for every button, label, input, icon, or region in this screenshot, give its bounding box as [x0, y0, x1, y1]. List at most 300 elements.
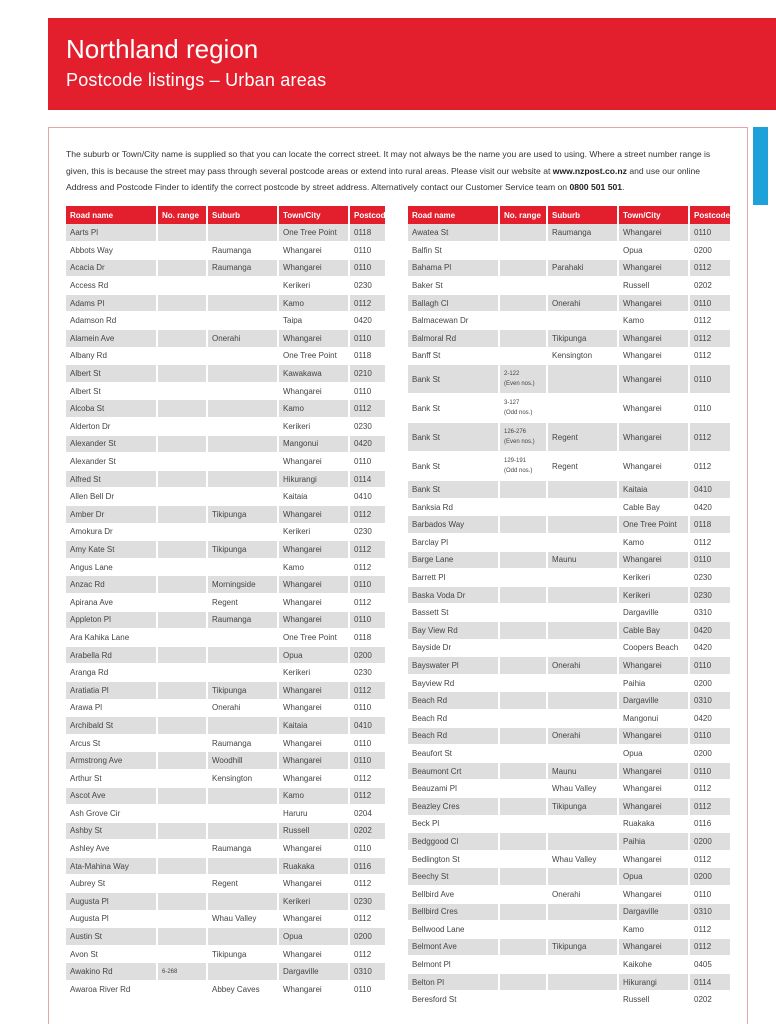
cell-no-range — [157, 593, 207, 611]
table-row — [408, 727, 731, 745]
cell-town-city: Cable Bay — [618, 622, 689, 640]
col-town-city: Town/City — [618, 206, 689, 224]
cell-no-range — [499, 452, 547, 481]
cell-suburb: Raumanga — [207, 259, 278, 277]
cell-no-range — [157, 558, 207, 576]
cell-town-city: Paihia — [618, 833, 689, 851]
table-row — [66, 629, 386, 647]
cell-suburb: Regent — [207, 593, 278, 611]
cell-town-city: Whangarei — [618, 727, 689, 745]
cell-town-city: Whangarei — [278, 453, 349, 471]
table-row — [66, 242, 386, 260]
col-no-range: No. range — [157, 206, 207, 224]
cell-no-range — [499, 423, 547, 452]
cell-town-city: Kamo — [618, 921, 689, 939]
cell-town-city: Taipa — [278, 312, 349, 330]
cell-road-name: Beechy St — [408, 868, 499, 886]
cell-postcode: 0420 — [689, 498, 731, 516]
cell-road-name: Aranga Rd — [66, 664, 157, 682]
cell-postcode: 0420 — [689, 622, 731, 640]
cell-postcode: 0200 — [689, 745, 731, 763]
table-row — [66, 910, 386, 928]
table-row — [66, 752, 386, 770]
cell-no-range — [499, 674, 547, 692]
table-row — [408, 452, 731, 481]
table-row — [408, 938, 731, 956]
cell-postcode: 0110 — [349, 242, 386, 260]
cell-town-city: One Tree Point — [278, 629, 349, 647]
table-row — [408, 622, 731, 640]
cell-suburb: Woodhill — [207, 752, 278, 770]
table-row — [66, 805, 386, 823]
cell-no-range — [157, 435, 207, 453]
cell-no-range — [499, 780, 547, 798]
cell-no-range — [499, 394, 547, 423]
cell-road-name: Armstrong Ave — [66, 752, 157, 770]
cell-town-city: Kamo — [278, 787, 349, 805]
cell-suburb — [207, 488, 278, 506]
cell-postcode: 0202 — [349, 822, 386, 840]
cell-road-name: Arabella Rd — [66, 646, 157, 664]
cell-road-name: Bayside Dr — [408, 639, 499, 657]
cell-road-name: Apirana Ave — [66, 593, 157, 611]
cell-postcode: 0230 — [349, 523, 386, 541]
website-link[interactable]: www.nzpost.co.nz — [552, 165, 627, 176]
cell-road-name: Albert St — [66, 365, 157, 383]
cell-postcode: 0110 — [689, 365, 731, 394]
cell-road-name: Baska Voda Dr — [408, 586, 499, 604]
cell-road-name: Bellbird Cres — [408, 903, 499, 921]
cell-town-city: Dargaville — [618, 692, 689, 710]
cell-road-name: Beresford St — [408, 991, 499, 1009]
cell-town-city: Whangarei — [618, 850, 689, 868]
side-tab-marker — [753, 127, 768, 205]
cell-postcode: 0112 — [689, 312, 731, 330]
cell-suburb: Kensington — [207, 769, 278, 787]
cell-postcode: 0420 — [689, 709, 731, 727]
cell-road-name: Bayview Rd — [408, 674, 499, 692]
cell-road-name: Balfin St — [408, 242, 499, 260]
cell-town-city: Whangarei — [618, 259, 689, 277]
cell-postcode: 0230 — [689, 569, 731, 587]
cell-postcode: 0112 — [689, 780, 731, 798]
col-town-city: Town/City — [278, 206, 349, 224]
table-row — [408, 569, 731, 587]
cell-road-name: Arawa Pl — [66, 699, 157, 717]
cell-town-city: Ruakaka — [278, 857, 349, 875]
table-row — [66, 611, 386, 629]
cell-no-range — [157, 699, 207, 717]
cell-town-city: Whangarei — [278, 382, 349, 400]
cell-postcode: 0110 — [689, 657, 731, 675]
intro-text-3: . — [622, 182, 625, 192]
number-range: 2-122 — [504, 371, 520, 378]
table-row — [408, 745, 731, 763]
cell-postcode: 0405 — [689, 956, 731, 974]
cell-no-range — [499, 365, 547, 394]
table-header-row — [408, 206, 731, 224]
cell-suburb: Tikipunga — [207, 681, 278, 699]
cell-road-name: Appleton Pl — [66, 611, 157, 629]
cell-postcode: 0112 — [349, 541, 386, 559]
cell-suburb — [207, 312, 278, 330]
cell-road-name: Allen Bell Dr — [66, 488, 157, 506]
cell-suburb: Abbey Caves — [207, 981, 278, 999]
cell-town-city: Russell — [618, 277, 689, 295]
table-row — [408, 481, 731, 499]
table-row — [66, 981, 386, 999]
cell-postcode: 0112 — [689, 850, 731, 868]
table-row — [408, 516, 731, 534]
cell-suburb — [547, 815, 618, 833]
cell-suburb: Onerahi — [547, 294, 618, 312]
cell-town-city: Whangarei — [618, 452, 689, 481]
cell-road-name: Anzac Rd — [66, 576, 157, 594]
cell-no-range — [499, 259, 547, 277]
cell-suburb — [547, 312, 618, 330]
cell-road-name: Bassett St — [408, 604, 499, 622]
cell-suburb — [547, 639, 618, 657]
cell-postcode: 0110 — [349, 330, 386, 348]
cell-suburb — [207, 646, 278, 664]
table-row — [408, 534, 731, 552]
cell-town-city: Whangarei — [278, 259, 349, 277]
cell-postcode: 0112 — [689, 797, 731, 815]
cell-town-city: Kerikeri — [278, 664, 349, 682]
cell-road-name: Ascot Ave — [66, 787, 157, 805]
table-row — [66, 224, 386, 242]
cell-postcode: 0110 — [349, 259, 386, 277]
number-range: 129-191 — [504, 458, 527, 465]
cell-suburb: Onerahi — [547, 885, 618, 903]
cell-road-name: Adams Pl — [66, 294, 157, 312]
intro-text: The suburb or Town/City name is supplied so that you can locate the correct street. It may not always be the name you are used to using. Where a street number range is given, this is because the street may pass through several postcode areas or extend into rural areas. Please visit our website at — [66, 149, 711, 176]
cell-postcode: 0112 — [689, 534, 731, 552]
cell-town-city: Dargaville — [618, 604, 689, 622]
table-row — [66, 523, 386, 541]
cell-road-name: Alderton Dr — [66, 418, 157, 436]
number-range-note: (Even nos.) — [504, 439, 535, 446]
cell-road-name: Awatea St — [408, 224, 499, 242]
cell-suburb — [547, 868, 618, 886]
cell-no-range — [499, 727, 547, 745]
cell-town-city: Whangarei — [618, 780, 689, 798]
postcode-table-right — [408, 206, 732, 1009]
cell-road-name: Albany Rd — [66, 347, 157, 365]
cell-no-range — [157, 840, 207, 858]
cell-road-name: Ashby St — [66, 822, 157, 840]
cell-suburb — [547, 365, 618, 394]
cell-postcode: 0114 — [349, 470, 386, 488]
cell-suburb — [207, 294, 278, 312]
cell-road-name: Barrett Pl — [408, 569, 499, 587]
cell-suburb — [207, 470, 278, 488]
cell-town-city: Coopers Beach — [618, 639, 689, 657]
cell-town-city: Whangarei — [278, 242, 349, 260]
cell-suburb — [207, 277, 278, 295]
cell-postcode: 0112 — [349, 769, 386, 787]
cell-postcode: 0112 — [349, 681, 386, 699]
table-row — [408, 657, 731, 675]
cell-no-range — [499, 709, 547, 727]
cell-suburb: Raumanga — [547, 224, 618, 242]
table-row — [408, 833, 731, 851]
cell-no-range — [157, 330, 207, 348]
cell-no-range — [499, 903, 547, 921]
cell-town-city: Whangarei — [278, 506, 349, 524]
table-row — [66, 488, 386, 506]
cell-suburb — [207, 893, 278, 911]
cell-no-range — [499, 551, 547, 569]
table-row — [66, 857, 386, 875]
cell-postcode: 0230 — [349, 664, 386, 682]
cell-road-name: Acacia Dr — [66, 259, 157, 277]
cell-postcode: 0112 — [689, 330, 731, 348]
cell-postcode: 0110 — [349, 611, 386, 629]
cell-road-name: Barbados Way — [408, 516, 499, 534]
table-row — [408, 692, 731, 710]
cell-postcode: 0112 — [349, 910, 386, 928]
cell-road-name: Baker St — [408, 277, 499, 295]
table-row — [408, 224, 731, 242]
cell-town-city: Russell — [618, 991, 689, 1009]
cell-town-city: Opua — [618, 868, 689, 886]
cell-no-range — [157, 506, 207, 524]
cell-postcode: 0110 — [349, 752, 386, 770]
cell-town-city: Kamo — [618, 312, 689, 330]
cell-town-city: Whangarei — [618, 347, 689, 365]
cell-town-city: Mangonui — [278, 435, 349, 453]
cell-no-range — [499, 745, 547, 763]
cell-no-range — [157, 875, 207, 893]
cell-no-range — [157, 259, 207, 277]
cell-no-range — [499, 973, 547, 991]
cell-road-name: Banksia Rd — [408, 498, 499, 516]
table-row — [408, 365, 731, 394]
cell-suburb — [547, 991, 618, 1009]
cell-no-range — [499, 481, 547, 499]
cell-town-city: Whangarei — [618, 885, 689, 903]
cell-no-range — [157, 294, 207, 312]
cell-suburb: Raumanga — [207, 734, 278, 752]
cell-postcode: 0112 — [349, 787, 386, 805]
cell-no-range — [157, 347, 207, 365]
cell-road-name: Bank St — [408, 365, 499, 394]
cell-town-city: Whangarei — [278, 611, 349, 629]
table-row — [66, 822, 386, 840]
table-row — [66, 259, 386, 277]
number-range-note: (Odd nos.) — [504, 468, 533, 475]
cell-road-name: Alexander St — [66, 435, 157, 453]
table-row — [408, 956, 731, 974]
cell-no-range — [157, 805, 207, 823]
cell-postcode: 0118 — [349, 347, 386, 365]
cell-postcode: 0200 — [689, 242, 731, 260]
cell-suburb — [207, 523, 278, 541]
cell-suburb — [207, 382, 278, 400]
cell-suburb — [547, 903, 618, 921]
cell-suburb: Raumanga — [207, 242, 278, 260]
cell-town-city: Whangarei — [618, 330, 689, 348]
cell-suburb: Onerahi — [207, 330, 278, 348]
table-row — [66, 277, 386, 295]
cell-suburb — [547, 569, 618, 587]
cell-town-city: Kaitaia — [618, 481, 689, 499]
table-row — [66, 840, 386, 858]
cell-town-city: Kamo — [278, 400, 349, 418]
cell-town-city: Kamo — [278, 294, 349, 312]
cell-road-name: Arcus St — [66, 734, 157, 752]
cell-road-name: Belmont Pl — [408, 956, 499, 974]
cell-postcode: 0112 — [349, 593, 386, 611]
cell-town-city: Cable Bay — [618, 498, 689, 516]
cell-postcode: 0230 — [349, 418, 386, 436]
cell-town-city: Whangarei — [278, 541, 349, 559]
table-row — [408, 709, 731, 727]
cell-no-range — [499, 586, 547, 604]
cell-road-name: Beauzami Pl — [408, 780, 499, 798]
cell-suburb: Tikipunga — [207, 541, 278, 559]
cell-suburb: Maunu — [547, 551, 618, 569]
cell-suburb — [207, 435, 278, 453]
cell-road-name: Aratiatia Pl — [66, 681, 157, 699]
cell-no-range — [499, 498, 547, 516]
table-row — [66, 365, 386, 383]
cell-postcode: 0116 — [689, 815, 731, 833]
col-suburb: Suburb — [207, 206, 278, 224]
cell-postcode: 0110 — [689, 224, 731, 242]
cell-town-city: Whangarei — [278, 875, 349, 893]
table-row — [66, 453, 386, 471]
cell-suburb — [207, 664, 278, 682]
cell-road-name: Alexander St — [66, 453, 157, 471]
cell-suburb: Kensington — [547, 347, 618, 365]
cell-road-name: Alcoba St — [66, 400, 157, 418]
cell-town-city: Kamo — [278, 558, 349, 576]
cell-road-name: Bank St — [408, 481, 499, 499]
cell-suburb — [547, 745, 618, 763]
cell-town-city: Kawakawa — [278, 365, 349, 383]
cell-town-city: Whangarei — [278, 769, 349, 787]
table-row — [408, 797, 731, 815]
table-row — [66, 312, 386, 330]
cell-suburb — [547, 921, 618, 939]
cell-postcode: 0230 — [689, 586, 731, 604]
cell-town-city: Whangarei — [278, 945, 349, 963]
cell-no-range — [157, 382, 207, 400]
table-row — [66, 963, 386, 981]
cell-no-range — [499, 330, 547, 348]
cell-road-name: Barclay Pl — [408, 534, 499, 552]
cell-road-name: Belton Pl — [408, 973, 499, 991]
table-row — [408, 973, 731, 991]
cell-no-range — [157, 717, 207, 735]
cell-road-name: Angus Lane — [66, 558, 157, 576]
cell-town-city: Russell — [278, 822, 349, 840]
cell-road-name: Augusta Pl — [66, 893, 157, 911]
cell-road-name: Ashley Ave — [66, 840, 157, 858]
cell-no-range — [499, 242, 547, 260]
cell-postcode: 0112 — [349, 506, 386, 524]
cell-postcode: 0110 — [689, 762, 731, 780]
cell-road-name: Bank St — [408, 394, 499, 423]
cell-postcode: 0112 — [689, 921, 731, 939]
page-subtitle: Postcode listings – Urban areas — [66, 70, 327, 90]
table-row — [408, 639, 731, 657]
cell-no-range — [499, 991, 547, 1009]
phone-number: 0800 501 501 — [569, 182, 623, 192]
table-row — [408, 423, 731, 452]
cell-town-city: Opua — [278, 928, 349, 946]
cell-no-range — [499, 956, 547, 974]
cell-postcode: 0200 — [689, 674, 731, 692]
cell-postcode: 0200 — [689, 868, 731, 886]
table-row — [408, 394, 731, 423]
intro-text-2: and use our online Address and Postcode Finder to identify the correct postcode by street address. Alternatively contact our Customer Service team on — [66, 165, 701, 192]
cell-postcode: 0410 — [349, 488, 386, 506]
table-row — [66, 875, 386, 893]
cell-town-city: Whangarei — [618, 365, 689, 394]
cell-no-range — [499, 938, 547, 956]
cell-postcode: 0110 — [349, 840, 386, 858]
table-row — [408, 259, 731, 277]
cell-suburb: Raumanga — [207, 611, 278, 629]
cell-no-range — [157, 945, 207, 963]
cell-town-city: Whangarei — [278, 910, 349, 928]
table-row — [408, 586, 731, 604]
cell-road-name: Barge Lane — [408, 551, 499, 569]
cell-no-range — [157, 787, 207, 805]
cell-road-name: Bedggood Cl — [408, 833, 499, 851]
cell-suburb — [207, 558, 278, 576]
table-row — [408, 991, 731, 1009]
cell-suburb: Onerahi — [207, 699, 278, 717]
cell-no-range — [157, 981, 207, 999]
cell-town-city: One Tree Point — [618, 516, 689, 534]
cell-no-range — [157, 769, 207, 787]
cell-suburb — [207, 805, 278, 823]
cell-suburb — [207, 928, 278, 946]
cell-no-range — [499, 885, 547, 903]
cell-suburb: Tikipunga — [547, 330, 618, 348]
table-row — [66, 400, 386, 418]
cell-no-range — [157, 488, 207, 506]
cell-town-city: Whangarei — [278, 593, 349, 611]
table-header-row — [66, 206, 386, 224]
cell-postcode: 0200 — [349, 928, 386, 946]
table-row — [408, 780, 731, 798]
table-row — [66, 470, 386, 488]
cell-town-city: Kerikeri — [278, 277, 349, 295]
cell-town-city: Dargaville — [278, 963, 349, 981]
cell-suburb — [547, 481, 618, 499]
cell-postcode: 0112 — [689, 423, 731, 452]
cell-postcode: 0114 — [689, 973, 731, 991]
cell-suburb — [207, 418, 278, 436]
cell-road-name: Amy Kate St — [66, 541, 157, 559]
cell-suburb — [547, 242, 618, 260]
cell-road-name: Bellwood Lane — [408, 921, 499, 939]
cell-road-name: Beazley Cres — [408, 797, 499, 815]
cell-suburb: Onerahi — [547, 657, 618, 675]
cell-no-range — [157, 242, 207, 260]
cell-town-city: Hikurangi — [618, 973, 689, 991]
table-row — [66, 382, 386, 400]
cell-no-range — [499, 569, 547, 587]
cell-postcode: 0112 — [689, 938, 731, 956]
cell-town-city: Kerikeri — [278, 893, 349, 911]
cell-town-city: Whangarei — [278, 576, 349, 594]
